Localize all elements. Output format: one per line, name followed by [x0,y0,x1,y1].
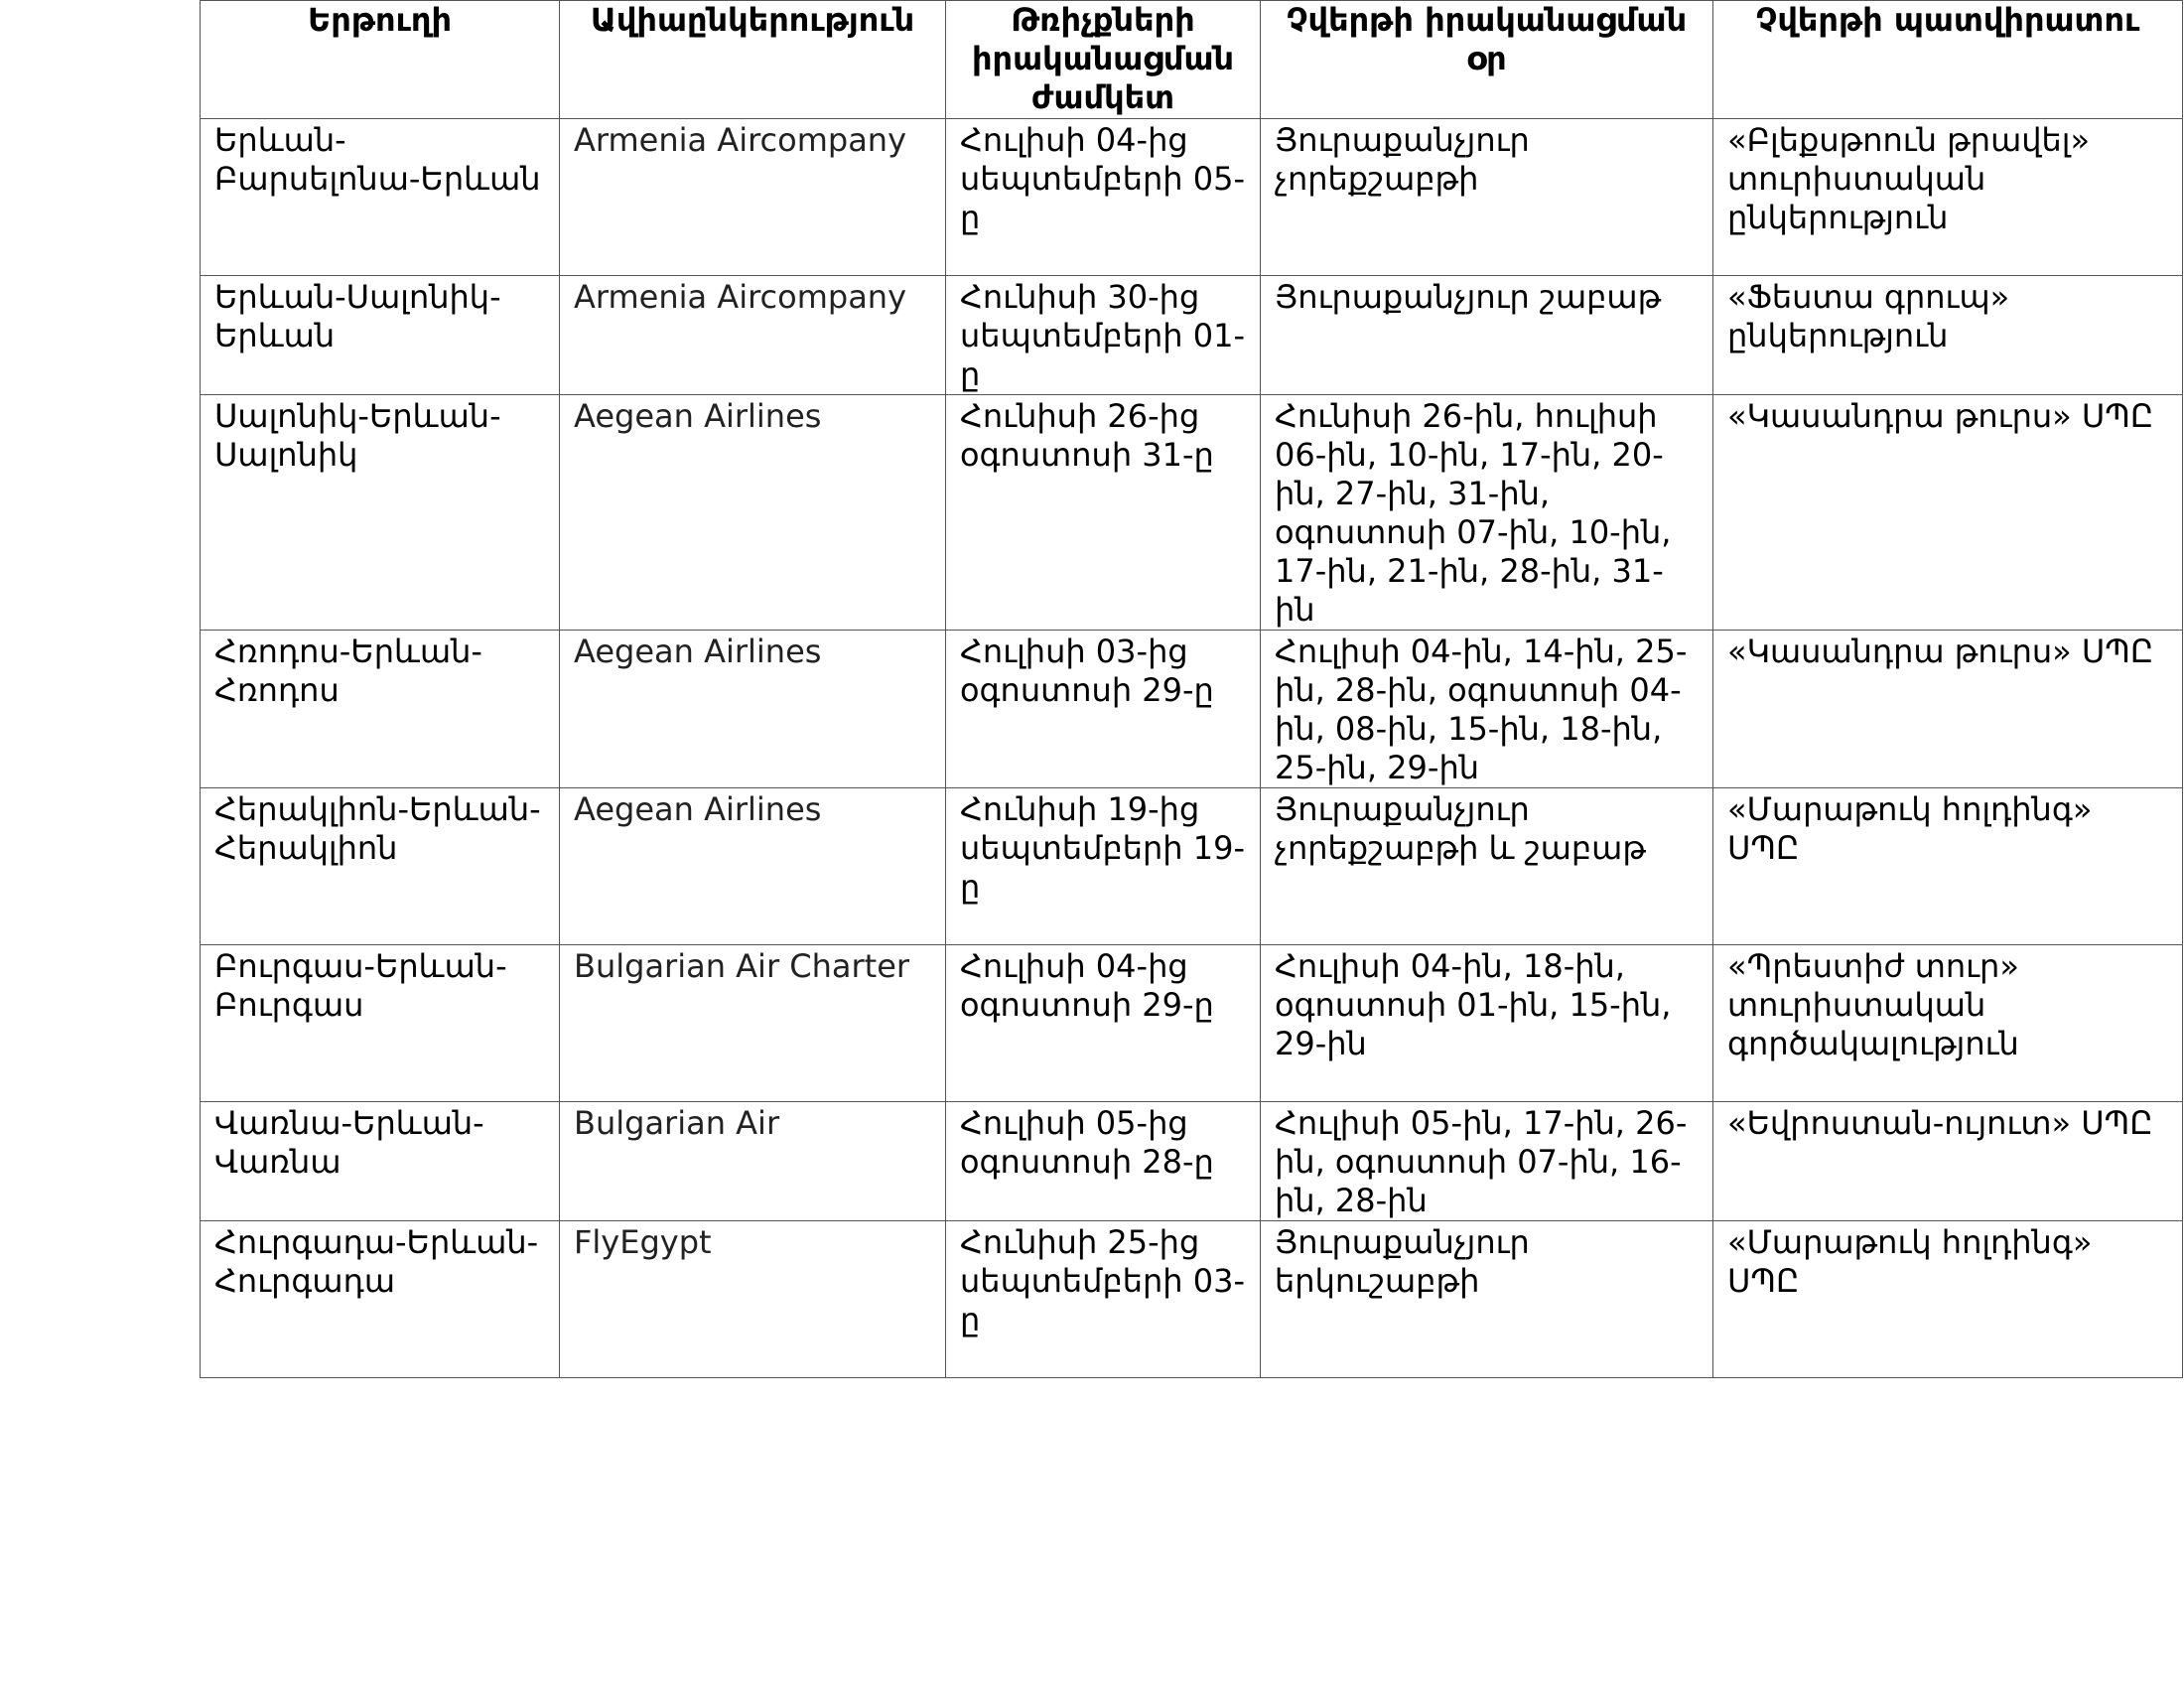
header-route: Երթուղի [201,1,560,119]
route-cell: Հուրգադա-Երևան-Հուրգադա [201,1221,560,1378]
charter-flights-table [200,0,2183,1378]
airline-cell: Aegean Airlines [560,788,946,945]
table-row [201,1102,2183,1221]
header-customer: Չվերթի պատվիրատու [1713,1,2183,119]
table-row [201,788,2183,945]
route-cell: Սալոնիկ-Երևան-Սալոնիկ [201,395,560,631]
customer-cell: «Պրեստիժ տուր» տուրիստական գործակալություն [1713,945,2183,1102]
table-row [201,631,2183,788]
header-days: Չվերթի իրականացման օր [1261,1,1713,119]
customer-cell: «Բլեքսթոուն թրավել» տուրիստական ընկերություն [1713,119,2183,276]
days-cell: Հունիսի 26-ին, հուլիսի 06-ին, 10-ին, 17-ին, 20-ին, 27-ին, 31-ին, օգոստոսի 07-ին, 10-ին, 17-ին, 21-ին, 28-ին, 31-ին [1261,395,1713,631]
table-header-row [201,1,2183,119]
customer-cell: «Կասանդրա թուրս» ՍՊԸ [1713,631,2183,788]
route-cell: Երևան-Սալոնիկ-Երևան [201,276,560,395]
days-cell: Յուրաքանչյուր չորեքշաբթի [1261,119,1713,276]
header-airline: Ավիաընկերություն [560,1,946,119]
period-cell: Հուլիսի 05-ից օգոստոսի 28-ը [946,1102,1261,1221]
airline-cell: Bulgarian Air Charter [560,945,946,1102]
airline-cell: Bulgarian Air [560,1102,946,1221]
airline-cell: Aegean Airlines [560,395,946,631]
period-cell: Հունիսի 30-ից սեպտեմբերի 01-ը [946,276,1261,395]
period-cell: Հունիսի 19-ից սեպտեմբերի 19-ը [946,788,1261,945]
period-cell: Հուլիսի 04-ից օգոստոսի 29-ը [946,945,1261,1102]
days-cell: Յուրաքանչյուր չորեքշաբթի և շաբաթ [1261,788,1713,945]
route-cell: Երևան-Բարսելոնա-Երևան [201,119,560,276]
airline-cell: FlyEgypt [560,1221,946,1378]
table-row [201,1221,2183,1378]
days-cell: Հուլիսի 04-ին, 14-ին, 25-ին, 28-ին, օգոստոսի 04-ին, 08-ին, 15-ին, 18-ին, 25-ին, 29-ին [1261,631,1713,788]
customer-cell: «Մարաթուկ հոլդինգ» ՍՊԸ [1713,1221,2183,1378]
table-row [201,945,2183,1102]
customer-cell: «Եվրոստան-ույուտ» ՍՊԸ [1713,1102,2183,1221]
header-period: Թռիչքների իրականացման ժամկետ [946,1,1261,119]
table-row [201,276,2183,395]
period-cell: Հուլիսի 03-ից օգոստոսի 29-ը [946,631,1261,788]
route-cell: Հռոդոս-Երևան-Հռոդոս [201,631,560,788]
customer-cell: «Կասանդրա թուրս» ՍՊԸ [1713,395,2183,631]
route-cell: Վառնա-Երևան-Վառնա [201,1102,560,1221]
airline-cell: Armenia Aircompany [560,119,946,276]
airline-cell: Armenia Aircompany [560,276,946,395]
period-cell: Հունիսի 25-ից սեպտեմբերի 03-ը [946,1221,1261,1378]
table-row [201,119,2183,276]
customer-cell: «Ֆեստա գրուպ» ընկերություն [1713,276,2183,395]
days-cell: Հուլիսի 04-ին, 18-ին, օգոստոսի 01-ին, 15-ին, 29-ին [1261,945,1713,1102]
days-cell: Հուլիսի 05-ին, 17-ին, 26-ին, օգոստոսի 07-ին, 16-ին, 28-ին [1261,1102,1713,1221]
route-cell: Հերակլիոն-Երևան-Հերակլիոն [201,788,560,945]
table-row [201,395,2183,631]
route-cell: Բուրգաս-Երևան-Բուրգաս [201,945,560,1102]
days-cell: Յուրաքանչյուր շաբաթ [1261,276,1713,395]
period-cell: Հունիսի 26-ից օգոստոսի 31-ը [946,395,1261,631]
days-cell: Յուրաքանչյուր երկուշաբթի [1261,1221,1713,1378]
airline-cell: Aegean Airlines [560,631,946,788]
customer-cell: «Մարաթուկ հոլդինգ» ՍՊԸ [1713,788,2183,945]
period-cell: Հուլիսի 04-ից սեպտեմբերի 05-ը [946,119,1261,276]
